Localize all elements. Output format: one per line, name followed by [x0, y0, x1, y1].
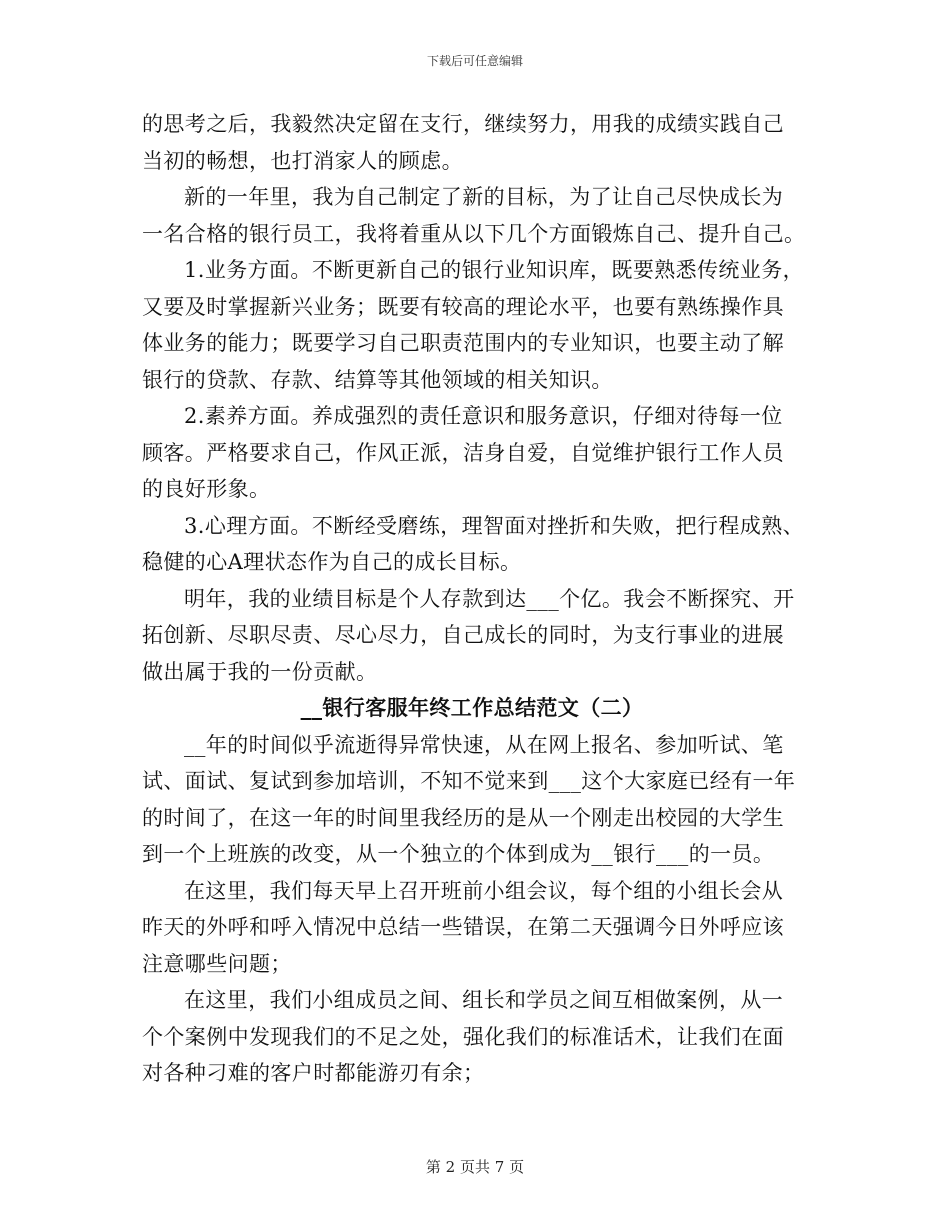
text-line: 对各种刁难的客户时都能游刃有余； — [142, 1061, 485, 1085]
text-line: 当初的畅想，也打消家人的顾虑。 — [142, 148, 463, 173]
list-item-quality: 2.素养方面。养成强烈的责任意识和服务意识，仔细对待每一位 — [184, 404, 783, 428]
text-line: 昨天的外呼和呼入情况中总结一些错误，在第二天强调今日外呼应该 — [142, 915, 784, 939]
paragraph-start: 新的一年里，我为自己制定了新的目标，为了让自己尽快成长为 — [184, 185, 784, 209]
text-line: 银行的贷款、存款、结算等其他领域的相关知识。 — [142, 367, 613, 392]
text-line: 稳健的心A理状态作为自己的成长目标。 — [142, 550, 522, 574]
text-line: 的时间了，在这一年的时间里我经历的是从一个刚走出校园的大学生 — [142, 805, 784, 830]
paragraph-start: 在这里，我们小组成员之间、组长和学员之间互相做案例，从一 — [184, 988, 784, 1012]
text-line: 试、面试、复试到参加培训，不知不觉来到___这个大家庭已经有一年 — [142, 769, 796, 793]
text-line: 到一个上班族的改变，从一个独立的个体到成为__银行___的一员。 — [142, 842, 775, 866]
text-line: 体业务的能力；既要学习自己职责范围内的专业知识，也要主动了解 — [142, 331, 784, 355]
document-body — [142, 106, 806, 1092]
text-line: 个个案例中发现我们的不足之处，强化我们的标准话术，让我们在面 — [142, 1024, 784, 1049]
text-line: 做出属于我的一份贡献。 — [142, 659, 378, 684]
text-line: 的思考之后，我毅然决定留在支行，继续努力，用我的成绩实践自己 — [142, 112, 784, 136]
paragraph-start: 明年，我的业绩目标是个人存款到达___个亿。我会不断探究、开 — [184, 586, 795, 611]
text-line: 的良好形象。 — [142, 477, 271, 501]
page-footer: 第 2 页共 7 页 — [425, 1158, 525, 1176]
text-line: 拓创新、尽职尽责、尽心尽力，自己成长的同时，为支行事业的进展 — [142, 623, 784, 647]
list-item-psychology: 3.心理方面。不断经受磨练，理智面对挫折和失败，把行程成熟、 — [184, 513, 805, 538]
section-title: __银行客服年终工作总结范文（二） — [300, 695, 644, 720]
page-header: 下载后可任意编辑 — [426, 54, 523, 68]
text-line: 一名合格的银行员工，我将着重从以下几个方面锻炼自己、提升自己。 — [142, 221, 806, 246]
text-line: 又要及时掌握新兴业务；既要有较高的理论水平，也要有熟练操作具 — [142, 294, 784, 319]
paragraph-start: __年的时间似乎流逝得异常快速，从在网上报名、参加听试、笔 — [184, 732, 784, 757]
text-line: 注意哪些问题； — [142, 951, 292, 976]
list-item-business: 1.业务方面。不断更新自己的银行业知识库，既要熟悉传统业务， — [184, 258, 805, 282]
text-line: 顾客。严格要求自己，作风正派，洁身自爱，自觉维护银行工作人员 — [142, 440, 784, 465]
paragraph-start: 在这里，我们每天早上召开班前小组会议，每个组的小组长会从 — [184, 878, 784, 903]
